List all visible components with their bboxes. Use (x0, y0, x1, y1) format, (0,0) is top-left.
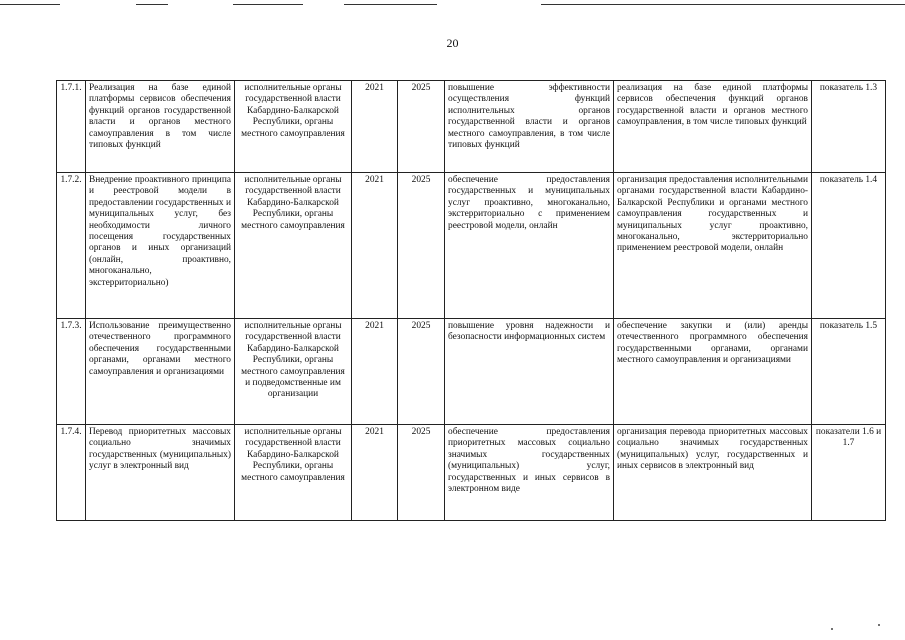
start-year-cell: 2021 (352, 173, 398, 319)
measures-table (56, 80, 886, 521)
executor-cell: исполнительные органы государственной власти Кабардино-Балкарской Республики, органы местного самоуправления (235, 81, 352, 173)
result-cell: организация перевода приоритетных массовых социально значимых государственных (муниципальных) услуг, государственных и иных сервисов в электронный вид (614, 425, 812, 521)
indicator-cell: показатель 1.5 (812, 319, 886, 425)
row-number-cell: 1.7.2. (57, 173, 86, 319)
scan-speck (878, 624, 880, 626)
end-year-cell: 2025 (398, 81, 445, 173)
scan-top-line (233, 4, 303, 5)
result-cell: организация предоставления исполнительными органами государственной власти Кабардино-Балкарской Республики и органами местного самоуправления государственных и муниципальных услуг проактивно, многоканально, экстерриториально применением реестровой модели, онлайн (614, 173, 812, 319)
scan-top-line (136, 4, 168, 5)
start-year-cell: 2021 (352, 425, 398, 521)
measure-name-cell: Реализация на базе единой платформы сервисов обеспечения функций органов государственной власти и органов местного самоуправления в том числе типовых функций (86, 81, 235, 173)
expected-effect-cell: обеспечение предоставления приоритетных массовых социально значимых государственных (муниципальных) услуг, государственных и иных сервисов в электронном виде (445, 425, 614, 521)
start-year-cell: 2021 (352, 81, 398, 173)
indicator-cell: показатель 1.4 (812, 173, 886, 319)
table-row (57, 319, 886, 425)
measure-name-cell: Перевод приоритетных массовых социально значимых государственных (муниципальных) услуг в электронный вид (86, 425, 235, 521)
start-year-cell: 2021 (352, 319, 398, 425)
expected-effect-cell: повышение эффективности осуществления функций исполнительных органов государственной власти и органов местного самоуправления, в том числе типовых функций (445, 81, 614, 173)
measure-name-cell: Внедрение проактивного принципа и реестровой модели в предоставлении государственных и муниципальных услуг, без необходимости личного посещения государственных органов и иных организаций (онлайн, проактивно, многоканально, экстерриториально) (86, 173, 235, 319)
indicator-cell: показатель 1.3 (812, 81, 886, 173)
executor-cell: исполнительные органы государственной власти Кабардино-Балкарской Республики, органы местного самоуправления и подведомственные им организации (235, 319, 352, 425)
expected-effect-cell: обеспечение предоставления государственных и муниципальных услуг проактивно, многоканально, экстерриториально с применением реестровой модели, онлайн (445, 173, 614, 319)
indicator-cell: показатели 1.6 и 1.7 (812, 425, 886, 521)
result-cell: обеспечение закупки и (или) аренды отечественного программного обеспечения государственными органами, органами местного самоуправления и организациями (614, 319, 812, 425)
end-year-cell: 2025 (398, 425, 445, 521)
measure-name-cell: Использование преимущественно отечественного программного обеспечения государственными органами, органами местного самоуправления и организациями (86, 319, 235, 425)
scan-speck (831, 628, 833, 630)
table-row (57, 425, 886, 521)
expected-effect-cell: повышение уровня надежности и безопасности информационных систем (445, 319, 614, 425)
executor-cell: исполнительные органы государственной власти Кабардино-Балкарской Республики, органы местного самоуправления (235, 173, 352, 319)
end-year-cell: 2025 (398, 319, 445, 425)
row-number-cell: 1.7.1. (57, 81, 86, 173)
page-number: 20 (446, 36, 459, 50)
scan-top-line (344, 4, 437, 5)
end-year-cell: 2025 (398, 173, 445, 319)
scan-top-line (541, 4, 905, 5)
scan-top-line (0, 4, 60, 5)
table-row (57, 173, 886, 319)
executor-cell: исполнительные органы государственной власти Кабардино-Балкарской Республики, органы местного самоуправления (235, 425, 352, 521)
row-number-cell: 1.7.3. (57, 319, 86, 425)
result-cell: реализация на базе единой платформы сервисов обеспечения функций органов государственной власти и органов местного самоуправления, в том числе типовых функций (614, 81, 812, 173)
table-row (57, 81, 886, 173)
row-number-cell: 1.7.4. (57, 425, 86, 521)
